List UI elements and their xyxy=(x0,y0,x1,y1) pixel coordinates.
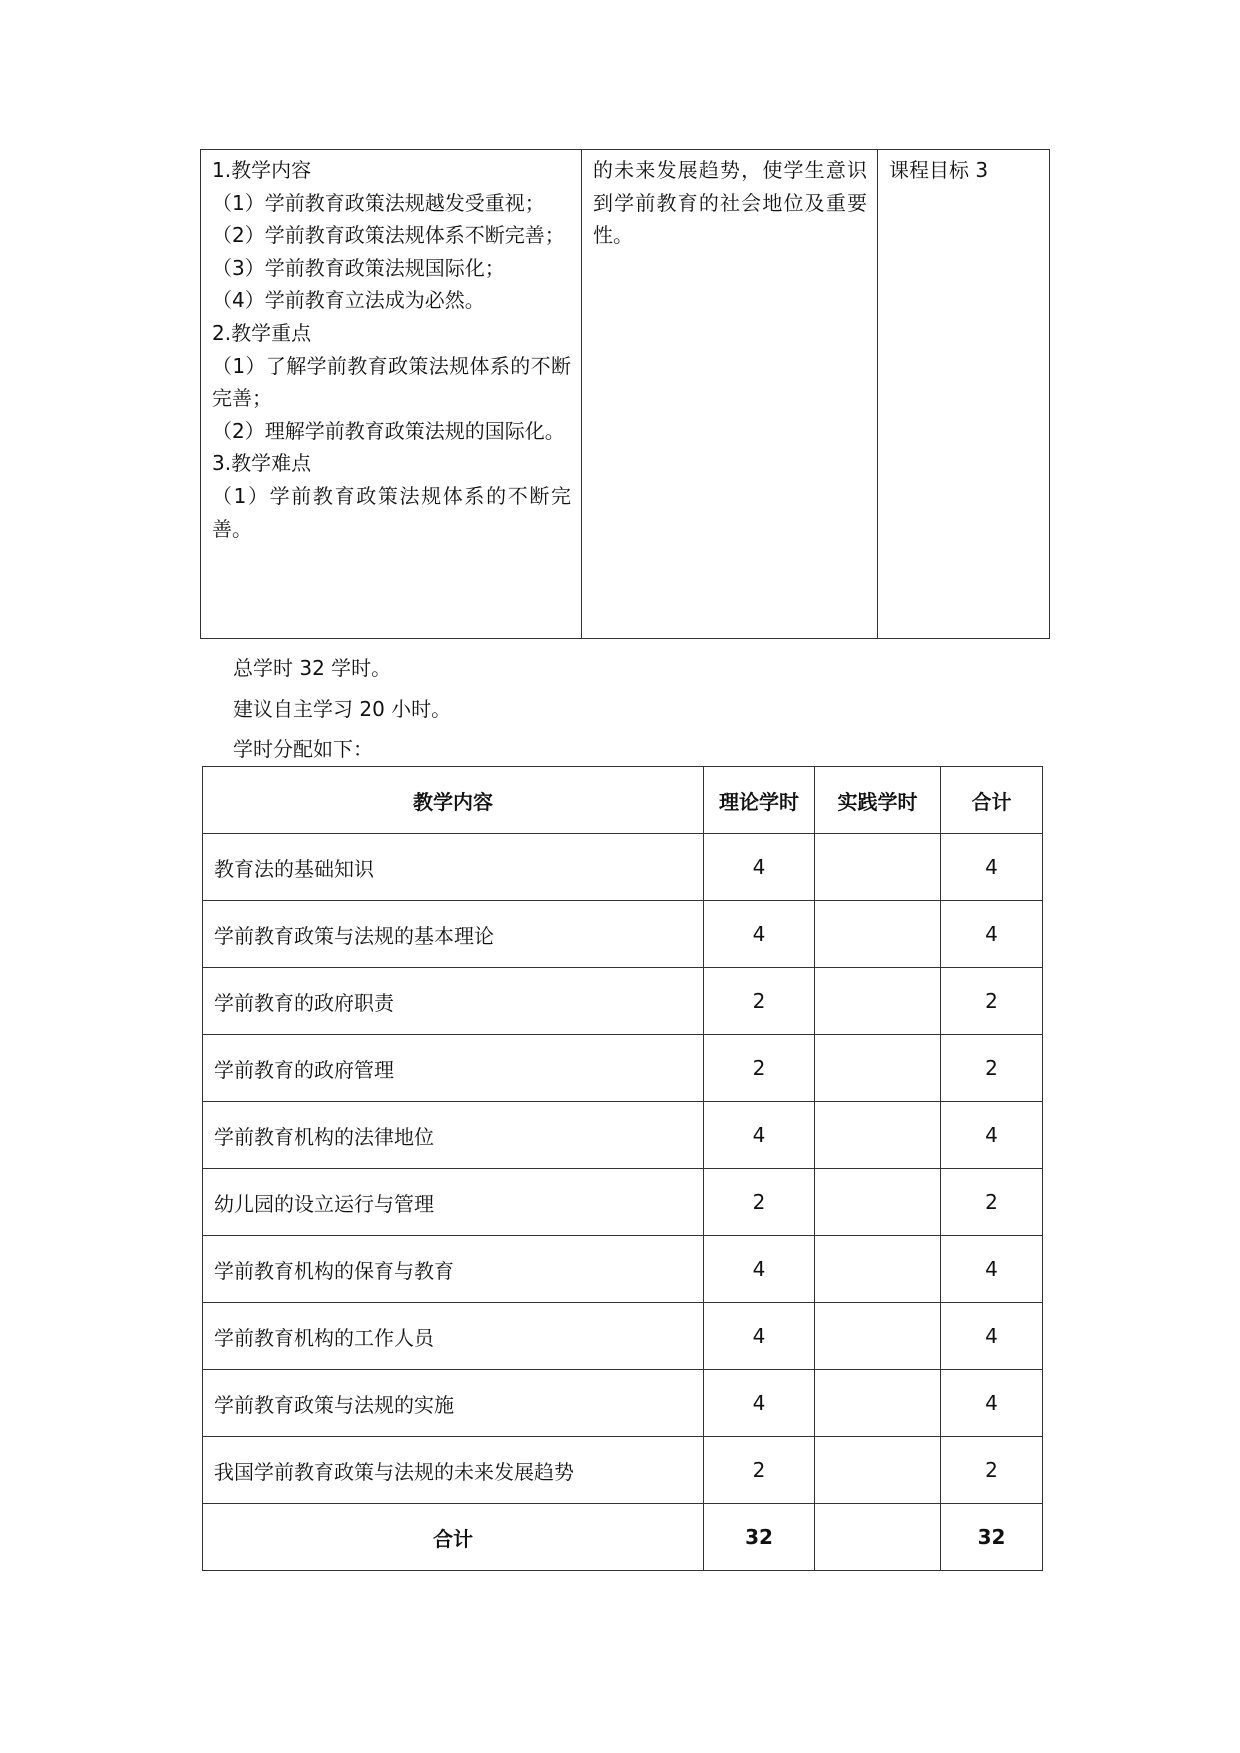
content-line: （1）学前教育政策法规体系的不断完善。 xyxy=(212,483,571,541)
row-practice xyxy=(815,1370,941,1437)
content-line: （2）学前教育政策法规体系不断完善； xyxy=(212,223,565,248)
total-practice xyxy=(815,1504,941,1571)
content-line: （1）了解学前教育政策法规体系的不断完善； xyxy=(212,353,571,411)
row-total: 4 xyxy=(941,1102,1043,1169)
content-line: （4）学前教育立法成为必然。 xyxy=(212,288,485,313)
self-study-paragraph: 建议自主学习 20 小时。 xyxy=(233,697,452,721)
table-row xyxy=(203,1370,1043,1437)
table-row xyxy=(203,1236,1043,1303)
row-practice xyxy=(815,1169,941,1236)
objective-text: 课程目标 3 xyxy=(889,158,989,182)
row-practice xyxy=(815,1236,941,1303)
table-row xyxy=(203,1035,1043,1102)
hours-allocation-table xyxy=(202,766,1043,1571)
objective-cell xyxy=(878,150,1050,639)
content-line: 2.教学重点 xyxy=(212,320,312,345)
row-content: 我国学前教育政策与法规的未来发展趋势 xyxy=(203,1437,704,1504)
header-content: 教学内容 xyxy=(203,767,704,834)
table-row xyxy=(203,901,1043,968)
total-theory: 32 xyxy=(704,1504,815,1571)
row-practice xyxy=(815,968,941,1035)
header-row xyxy=(203,767,1043,834)
total-label: 合计 xyxy=(203,1504,704,1571)
table-row xyxy=(203,1437,1043,1504)
content-line: 1.教学内容 xyxy=(212,158,312,182)
objectives-table xyxy=(200,149,1050,639)
requirement-text: 的未来发展趋势，使学生意识到学前教育的社会地位及重要性。 xyxy=(593,158,867,248)
row-theory: 2 xyxy=(704,1035,815,1102)
row-theory: 4 xyxy=(704,901,815,968)
row-content: 幼儿园的设立运行与管理 xyxy=(203,1169,704,1236)
row-content: 学前教育政策与法规的实施 xyxy=(203,1370,704,1437)
row-total: 4 xyxy=(941,901,1043,968)
row-total: 2 xyxy=(941,1169,1043,1236)
total-sum: 32 xyxy=(941,1504,1043,1571)
content-line: 3.教学难点 xyxy=(212,451,312,476)
row-total: 2 xyxy=(941,1437,1043,1504)
row-practice xyxy=(815,1437,941,1504)
content-line: （3）学前教育政策法规国际化； xyxy=(212,255,505,280)
requirement-cell xyxy=(582,150,878,639)
row-content: 学前教育的政府职责 xyxy=(203,968,704,1035)
row-practice xyxy=(815,901,941,968)
total-hours-paragraph: 总学时 32 学时。 xyxy=(233,656,392,680)
row-theory: 4 xyxy=(704,1102,815,1169)
row-total: 4 xyxy=(941,1370,1043,1437)
row-total: 4 xyxy=(941,834,1043,901)
objectives-row xyxy=(201,150,1050,639)
content-line: （2）理解学前教育政策法规的国际化。 xyxy=(212,418,565,443)
row-theory: 2 xyxy=(704,1169,815,1236)
total-row xyxy=(203,1504,1043,1571)
row-theory: 4 xyxy=(704,1236,815,1303)
row-theory: 2 xyxy=(704,1437,815,1504)
row-total: 2 xyxy=(941,1035,1043,1102)
header-total: 合计 xyxy=(941,767,1043,834)
row-theory: 4 xyxy=(704,1370,815,1437)
table-row xyxy=(203,1102,1043,1169)
table-row xyxy=(203,1303,1043,1370)
content-line: （1）学前教育政策法规越发受重视； xyxy=(212,190,545,215)
row-content: 学前教育机构的工作人员 xyxy=(203,1303,704,1370)
content-cell xyxy=(201,150,582,639)
table-row xyxy=(203,968,1043,1035)
row-practice xyxy=(815,1102,941,1169)
row-content: 教育法的基础知识 xyxy=(203,834,704,901)
row-total: 4 xyxy=(941,1236,1043,1303)
row-theory: 2 xyxy=(704,968,815,1035)
allocation-intro-paragraph: 学时分配如下： xyxy=(233,737,373,761)
table-row xyxy=(203,834,1043,901)
table-row xyxy=(203,1169,1043,1236)
header-practice: 实践学时 xyxy=(815,767,941,834)
row-theory: 4 xyxy=(704,834,815,901)
row-total: 2 xyxy=(941,968,1043,1035)
row-practice xyxy=(815,834,941,901)
row-content: 学前教育机构的法律地位 xyxy=(203,1102,704,1169)
row-content: 学前教育政策与法规的基本理论 xyxy=(203,901,704,968)
row-content: 学前教育机构的保育与教育 xyxy=(203,1236,704,1303)
row-practice xyxy=(815,1303,941,1370)
row-practice xyxy=(815,1035,941,1102)
row-theory: 4 xyxy=(704,1303,815,1370)
row-content: 学前教育的政府管理 xyxy=(203,1035,704,1102)
header-theory: 理论学时 xyxy=(704,767,815,834)
row-total: 4 xyxy=(941,1303,1043,1370)
